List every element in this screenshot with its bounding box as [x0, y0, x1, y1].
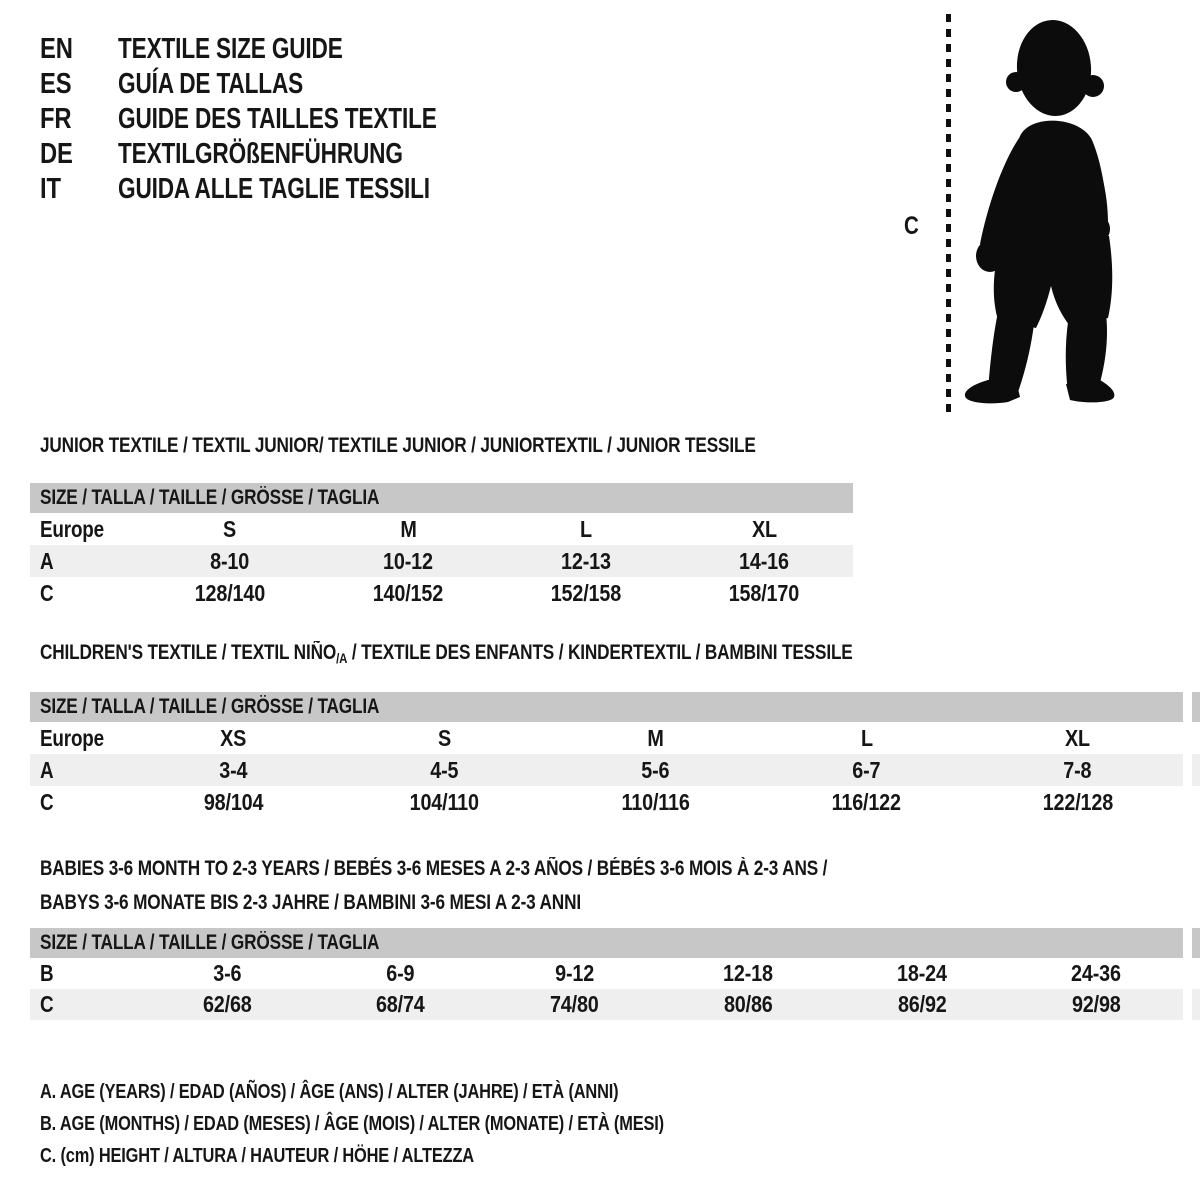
table-cell: XL — [751, 515, 777, 542]
language-row — [40, 102, 527, 137]
language-code: DE — [40, 138, 73, 170]
table-row-age — [30, 545, 853, 577]
table-cell: 12-18 — [723, 960, 774, 986]
table-cell: 3-4 — [219, 756, 248, 783]
row-label: Europe — [40, 515, 104, 542]
table-cell: 140/152 — [372, 579, 444, 606]
guide-title: GUÍA DE TALLAS — [118, 68, 304, 100]
babies-size-table — [30, 928, 1183, 1020]
size-header-bar: SIZE / TALLA / TAILLE / GRÖSSE / TAGLIA — [30, 928, 1183, 958]
table-row-age — [30, 754, 1183, 786]
children-size-table — [30, 692, 1183, 818]
table-cell: 158/170 — [728, 579, 800, 606]
table-cell: 5-6 — [641, 756, 670, 783]
table-row-europe — [30, 722, 1183, 754]
table-cell: 6-9 — [386, 960, 415, 986]
table-cell: 10-12 — [383, 547, 433, 574]
table-cell: 110/116 — [621, 788, 690, 815]
guide-title: GUIDE DES TAILLES TEXTILE — [118, 103, 437, 135]
language-row — [40, 172, 527, 207]
height-measure-label: C — [904, 212, 919, 240]
children-section-title: CHILDREN'S TEXTILE / TEXTIL NIÑO/A / TEXTILE DES ENFANTS / KINDERTEXTIL / BAMBINI TESSILE — [40, 641, 853, 666]
table-cell: 14-16 — [739, 547, 789, 574]
baby-silhouette-icon — [958, 16, 1142, 420]
table-row-months — [30, 958, 1183, 989]
legend-line-a: A. AGE (YEARS) / EDAD (AÑOS) / ÂGE (ANS) / ALTER (JAHRE) / ETÀ (ANNI) — [40, 1081, 619, 1103]
table-cell: 152/158 — [550, 579, 622, 606]
table-cell: 116/122 — [831, 788, 902, 815]
table-cell: 18-24 — [897, 960, 948, 986]
table-cell: 104/110 — [409, 788, 480, 815]
legend-line-b: B. AGE (MONTHS) / EDAD (MESES) / ÂGE (MOIS) / ALTER (MONATE) / ETÀ (MESI) — [40, 1113, 664, 1135]
table-cell: M — [647, 724, 664, 751]
row-label: Europe — [40, 724, 104, 751]
table-cell: 12-13 — [561, 547, 611, 574]
language-row — [40, 137, 527, 172]
table-cell: 68/74 — [376, 991, 426, 1017]
row-label: A — [40, 547, 54, 574]
table-cell: S — [437, 724, 452, 751]
table-cell: 92/98 — [1071, 991, 1121, 1017]
junior-size-table — [30, 483, 853, 609]
size-header-bar: SIZE / TALLA / TAILLE / GRÖSSE / TAGLIA — [30, 692, 1183, 722]
table-cell: L — [860, 724, 873, 751]
table-cell: S — [223, 515, 237, 542]
language-row — [40, 32, 527, 67]
table-cell: 4-5 — [430, 756, 459, 783]
table-cell: M — [399, 515, 417, 542]
table-edge-fragment — [1192, 989, 1200, 1020]
language-code: ES — [40, 68, 72, 100]
table-cell: 62/68 — [202, 991, 252, 1017]
guide-title: TEXTILGRÖßENFÜHRUNG — [118, 138, 403, 170]
table-edge-fragment — [1192, 692, 1200, 722]
table-cell: 86/92 — [897, 991, 947, 1017]
gender-suffix: /A — [336, 650, 348, 666]
table-cell: 3-6 — [212, 960, 241, 986]
legend-line-c: C. (cm) HEIGHT / ALTURA / HAUTEUR / HÖHE / ALTEZZA — [40, 1145, 474, 1167]
table-row-height — [30, 577, 853, 609]
table-cell: XS — [220, 724, 247, 751]
table-edge-fragment — [1192, 928, 1200, 958]
table-row-europe — [30, 513, 853, 545]
row-label: A — [40, 756, 54, 783]
table-cell: 80/86 — [724, 991, 773, 1017]
table-cell: 7-8 — [1063, 756, 1092, 783]
table-cell: L — [580, 515, 592, 542]
table-cell: 98/104 — [203, 788, 264, 815]
row-label: B — [40, 960, 54, 986]
table-cell: 128/140 — [194, 579, 266, 606]
table-cell: 8-10 — [210, 547, 250, 574]
guide-title: GUIDA ALLE TAGLIE TESSILI — [118, 173, 430, 205]
language-row — [40, 67, 527, 102]
table-cell: XL — [1065, 724, 1090, 751]
junior-section-title: JUNIOR TEXTILE / TEXTIL JUNIOR/ TEXTILE JUNIOR / JUNIORTEXTIL / JUNIOR TESSILE — [40, 434, 756, 457]
table-cell: 122/128 — [1042, 788, 1113, 815]
language-code: EN — [40, 33, 73, 65]
table-row-height — [30, 989, 1183, 1020]
row-label: C — [40, 579, 54, 606]
table-cell: 9-12 — [555, 960, 595, 986]
table-cell: 6-7 — [852, 756, 881, 783]
height-measure-dashed-line — [946, 14, 951, 418]
row-label: C — [40, 991, 54, 1017]
language-title-list — [40, 32, 527, 207]
babies-section-title: BABIES 3-6 MONTH TO 2-3 YEARS / BEBÉS 3-6 MESES A 2-3 AÑOS / BÉBÉS 3-6 MOIS À 2-3 ANS / BABYS 3-6 MONATE BIS 2-3 JAHRE / BAMBINI 3-6 MESI A 2-3 ANNI — [40, 857, 828, 914]
measurement-legend — [40, 1076, 801, 1172]
table-cell: 74/80 — [550, 991, 599, 1017]
size-header-bar: SIZE / TALLA / TAILLE / GRÖSSE / TAGLIA — [30, 483, 853, 513]
row-label: C — [40, 788, 54, 815]
language-code: FR — [40, 103, 72, 135]
table-cell: 24-36 — [1071, 960, 1121, 986]
table-row-height — [30, 786, 1183, 818]
table-edge-fragment — [1192, 754, 1200, 786]
language-code: IT — [40, 173, 61, 205]
guide-title: TEXTILE SIZE GUIDE — [118, 33, 343, 65]
